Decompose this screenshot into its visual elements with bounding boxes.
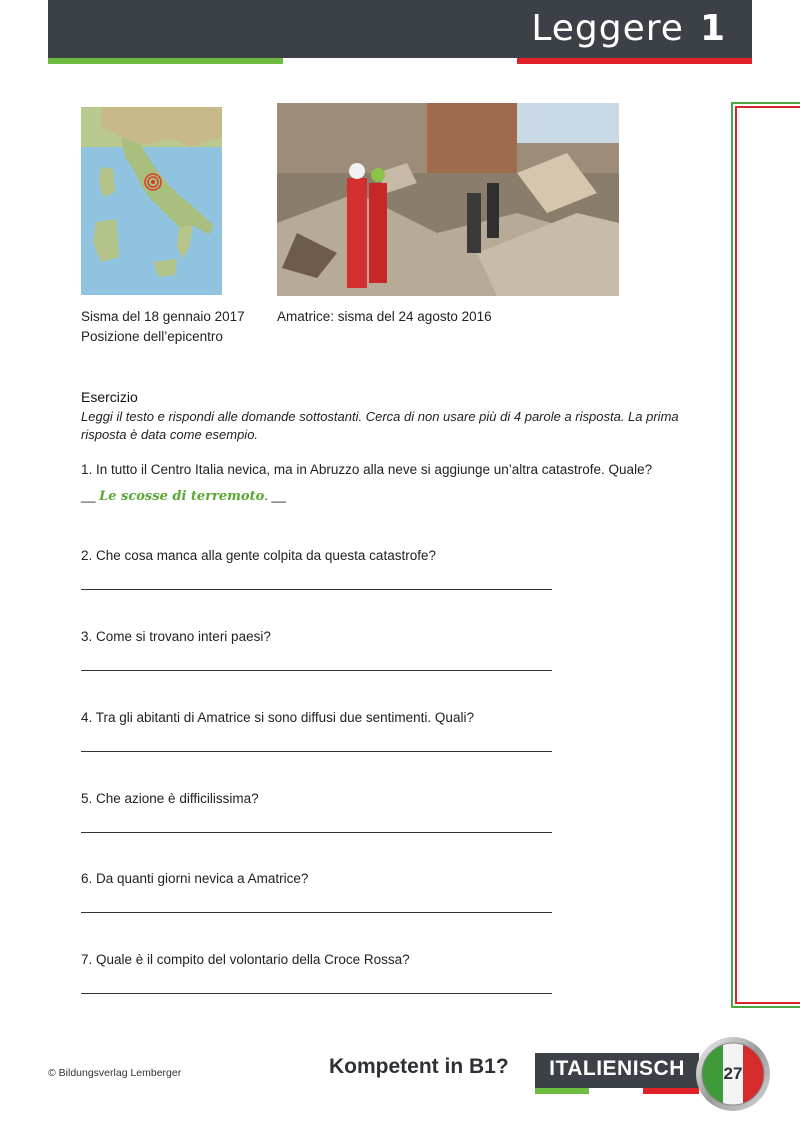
header-stripe-red [517, 58, 752, 64]
question-2: 2. Che cosa manca alla gente colpita da questa catastrofe? [81, 548, 436, 563]
footer-stripe-red [643, 1088, 699, 1094]
subject-label: ITALIENISCH [549, 1057, 685, 1080]
copyright-text: © Bildungsverlag Lemberger [48, 1067, 182, 1079]
question-5: 5. Che azione è difficilissima? [81, 791, 259, 806]
question-3: 3. Come si trovano interi paesi? [81, 629, 271, 644]
map-caption [81, 307, 245, 347]
footer-stripe-green [535, 1088, 589, 1094]
question-6: 6. Da quanti giorni nevica a Amatrice? [81, 871, 309, 886]
header-bar [48, 0, 752, 58]
exercise-instructions: Leggi il testo e rispondi alle domande sottostanti. Cerca di non usare più di 4 parole a risposta. La prima risposta è data come esempio. [81, 409, 679, 442]
question-4: 4. Tra gli abitanti di Amatrice si sono diffusi due sentimenti. Quali? [81, 710, 474, 725]
flag-border [731, 102, 800, 1008]
answer-line-7[interactable] [81, 993, 552, 994]
answer-line-5[interactable] [81, 832, 552, 833]
answer-line-6[interactable] [81, 912, 552, 913]
brand-title: Kompetent in B1? [329, 1055, 509, 1078]
page-title [531, 8, 726, 49]
header-stripe-green [48, 58, 283, 64]
page-number: 27 [723, 1064, 743, 1083]
answer-line-2[interactable] [81, 589, 552, 590]
amatrice-earthquake-photo [277, 103, 619, 296]
example-answer-text: Le scosse di terremoto [99, 489, 265, 504]
italy-map-image [81, 107, 222, 295]
flag-border-red [735, 106, 800, 1004]
photo-caption: Amatrice: sisma del 24 agosto 2016 [277, 309, 492, 324]
map-caption-line2: Posizione dell’epicentro [81, 329, 223, 344]
question-7: 7. Quale è il compito del volontario della Croce Rossa? [81, 952, 410, 967]
example-answer-suffix: . __ [264, 488, 286, 503]
question-1: 1. In tutto il Centro Italia nevica, ma in Abruzzo alla neve si aggiunge un’altra catastrofe. Quale? [81, 462, 653, 477]
example-answer-prefix: __ [81, 488, 96, 503]
page-title-text: Leggere [531, 8, 684, 49]
map-caption-line1: Sisma del 18 gennaio 2017 [81, 309, 245, 324]
chapter-number: 1 [699, 8, 726, 49]
answer-line-4[interactable] [81, 751, 552, 752]
example-answer [81, 488, 286, 504]
subject-badge [535, 1053, 699, 1088]
answer-line-3[interactable] [81, 670, 552, 671]
exercise-title: Esercizio [81, 389, 138, 405]
